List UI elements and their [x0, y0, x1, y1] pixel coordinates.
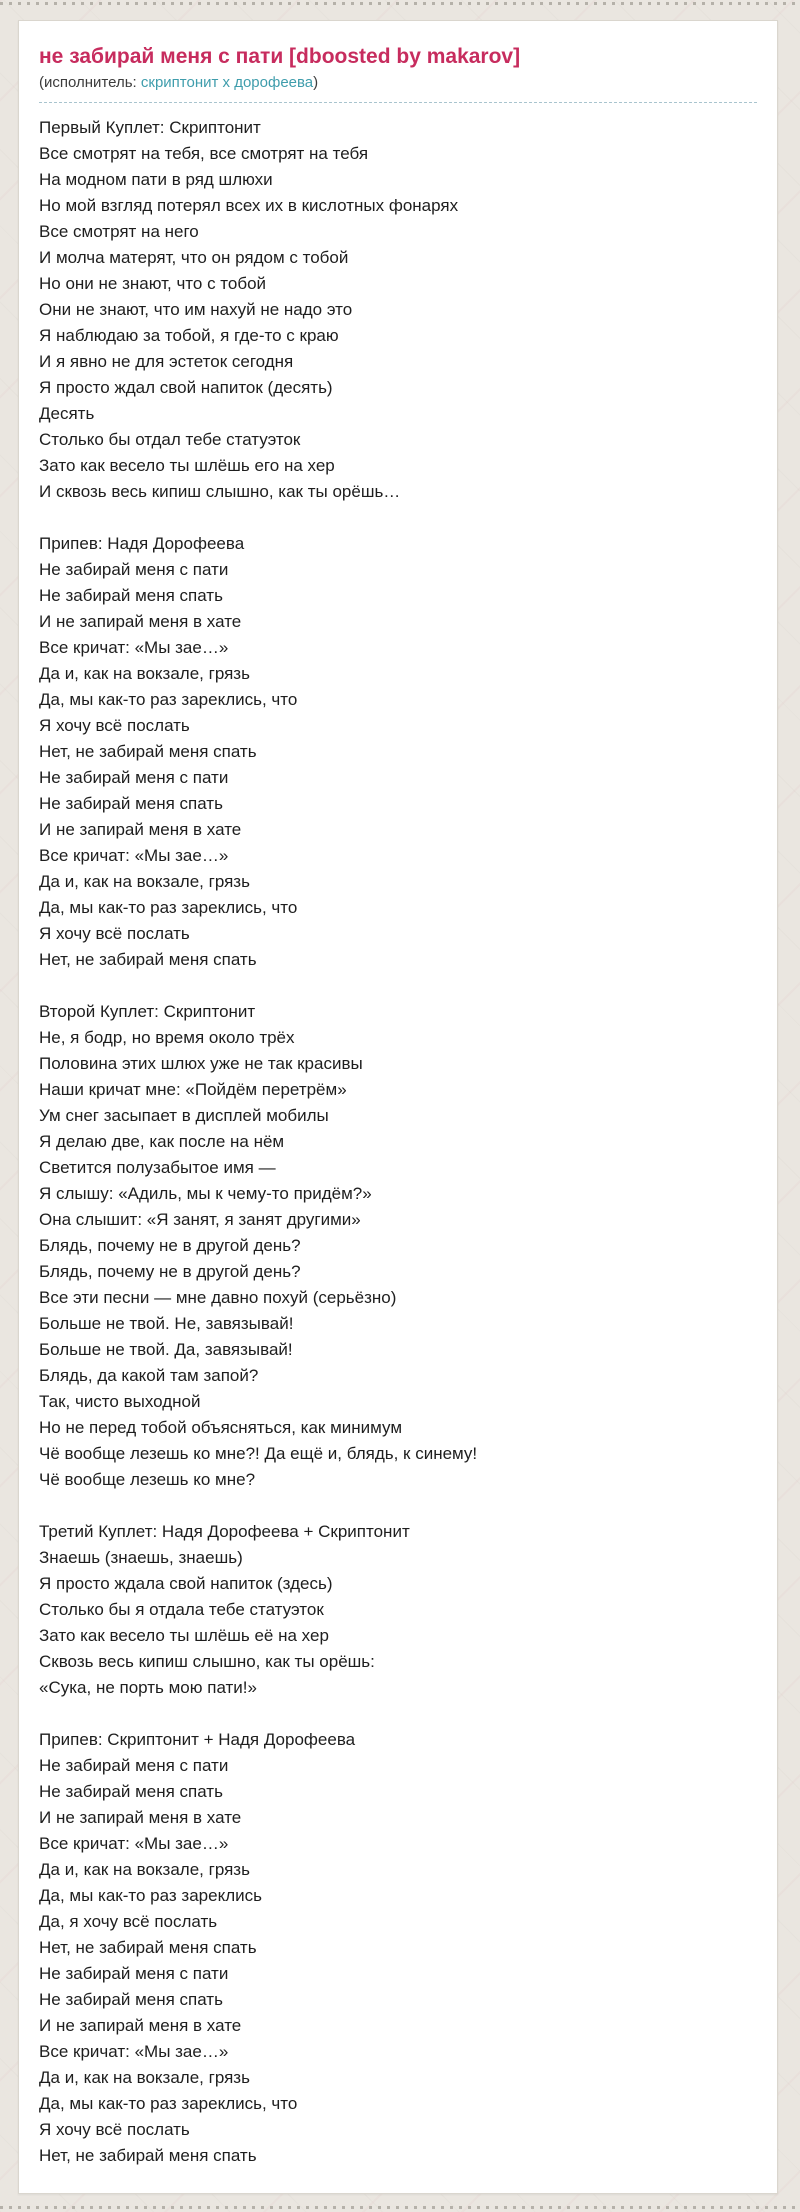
lyric-line: И не запирай меня в хате: [39, 2016, 242, 2035]
stanza: [39, 531, 757, 973]
lyric-line: Второй Куплет: Скриптонит: [39, 1002, 256, 1021]
lyric-line: Не забирай меня спать: [39, 794, 223, 813]
lyric-line: Больше не твой. Не, завязывай!: [39, 1314, 294, 1333]
lyric-line: Наши кричат мне: «Пойдём перетрём»: [39, 1080, 347, 1099]
lyric-line: Нет, не забирай меня спать: [39, 950, 257, 969]
lyric-line: Да и, как на вокзале, грязь: [39, 872, 250, 891]
lyric-line: Да, мы как-то раз зареклись, что: [39, 898, 298, 917]
stanza: [39, 1727, 757, 2169]
lyric-line: Припев: Скриптонит + Надя Дорофеева: [39, 1730, 356, 1749]
lyric-line: Все кричат: «Мы зае…»: [39, 846, 229, 865]
lyric-line: Не, я бодр, но время около трёх: [39, 1028, 295, 1047]
lyric-line: Знаешь (знаешь, знаешь): [39, 1548, 243, 1567]
lyric-line: Третий Куплет: Надя Дорофеева + Скриптонит: [39, 1522, 410, 1541]
lyric-line: Все кричат: «Мы зае…»: [39, 1834, 229, 1853]
lyric-line: «Сука, не порть мою пати!»: [39, 1678, 257, 1697]
lyric-line: Столько бы я отдала тебе статуэток: [39, 1600, 324, 1619]
lyric-line: Не забирай меня с пати: [39, 768, 229, 787]
lyric-line: Не забирай меня спать: [39, 1990, 223, 2009]
lyric-line: Чё вообще лезешь ко мне?! Да ещё и, блядь, к синему!: [39, 1444, 478, 1463]
lyric-line: И не запирай меня в хате: [39, 820, 242, 839]
lyric-line: Столько бы отдал тебе статуэток: [39, 430, 301, 449]
lyric-line: Первый Куплет: Скриптонит: [39, 118, 261, 137]
artist-link[interactable]: скриптонит х дорофеева: [140, 74, 314, 91]
lyric-line: Блядь, да какой там запой?: [39, 1366, 259, 1385]
lyric-line: Я хочу всё послать: [39, 2120, 190, 2139]
artist-label-close: ): [313, 74, 319, 91]
lyric-line: Нет, не забирай меня спать: [39, 742, 257, 761]
bottom-dotted-border: [0, 2206, 800, 2209]
lyric-line: Да, мы как-то раз зареклись, что: [39, 2094, 298, 2113]
lyric-line: Я делаю две, как после на нём: [39, 1132, 285, 1151]
lyric-line: Припев: Надя Дорофеева: [39, 534, 245, 553]
lyric-line: Она слышит: «Я занят, я занят другими»: [39, 1210, 361, 1229]
lyric-line: Да и, как на вокзале, грязь: [39, 2068, 250, 2087]
lyric-line: Но мой взгляд потерял всех их в кислотных фонарях: [39, 196, 459, 215]
lyric-line: Так, чисто выходной: [39, 1392, 201, 1411]
lyric-line: Нет, не забирай меня спать: [39, 2146, 257, 2165]
page-background: [0, 2, 800, 2209]
lyric-line: Да, мы как-то раз зареклись, что: [39, 690, 298, 709]
lyric-line: Чё вообще лезешь ко мне?: [39, 1470, 256, 1489]
lyric-line: Все кричат: «Мы зае…»: [39, 2042, 229, 2061]
lyric-line: Десять: [39, 404, 95, 423]
lyric-line: Зато как весело ты шлёшь его на хер: [39, 456, 335, 475]
lyric-line: И я явно не для эстеток сегодня: [39, 352, 294, 371]
lyric-line: Не забирай меня спать: [39, 1782, 223, 1801]
stanza: [39, 1519, 757, 1701]
lyric-line: И сквозь весь кипиш слышно, как ты орёшь…: [39, 482, 401, 501]
lyric-line: Не забирай меня с пати: [39, 1756, 229, 1775]
lyric-line: Все смотрят на него: [39, 222, 199, 241]
artist-line: [39, 74, 757, 103]
lyric-line: Но они не знают, что с тобой: [39, 274, 267, 293]
lyric-line: Они не знают, что им нахуй не надо это: [39, 300, 353, 319]
lyric-line: Я просто ждал свой напиток (десять): [39, 378, 333, 397]
lyrics-text: [39, 115, 757, 2169]
stanza: [39, 115, 757, 505]
lyric-line: Зато как весело ты шлёшь её на хер: [39, 1626, 329, 1645]
lyric-line: Не забирай меня спать: [39, 586, 223, 605]
lyric-line: Не забирай меня с пати: [39, 1964, 229, 1983]
lyric-line: И не запирай меня в хате: [39, 1808, 242, 1827]
lyric-line: Сквозь весь кипиш слышно, как ты орёшь:: [39, 1652, 375, 1671]
lyric-line: Я наблюдаю за тобой, я где-то с краю: [39, 326, 339, 345]
lyrics-card: [18, 20, 778, 2194]
artist-label: (исполнитель:: [39, 74, 141, 91]
lyric-line: Все эти песни — мне давно похуй (серьёзно): [39, 1288, 397, 1307]
lyric-line: Все смотрят на тебя, все смотрят на тебя: [39, 144, 369, 163]
lyric-line: Блядь, почему не в другой день?: [39, 1236, 301, 1255]
top-dotted-border: [0, 2, 800, 5]
lyric-line: Да, мы как-то раз зареклись: [39, 1886, 262, 1905]
stanza: [39, 999, 757, 1493]
lyric-line: Половина этих шлюх уже не так красивы: [39, 1054, 363, 1073]
song-title: не забирай меня с пати [dboosted by makarov]: [39, 45, 521, 68]
lyric-line: Все кричат: «Мы зае…»: [39, 638, 229, 657]
lyric-line: Ум снег засыпает в дисплей мобилы: [39, 1106, 329, 1125]
lyric-line: Блядь, почему не в другой день?: [39, 1262, 301, 1281]
lyric-line: Да, я хочу всё послать: [39, 1912, 218, 1931]
lyric-line: Светится полузабытое имя —: [39, 1158, 276, 1177]
lyric-line: Да и, как на вокзале, грязь: [39, 664, 250, 683]
lyric-line: Да и, как на вокзале, грязь: [39, 1860, 250, 1879]
lyric-line: Нет, не забирай меня спать: [39, 1938, 257, 1957]
lyric-line: И не запирай меня в хате: [39, 612, 242, 631]
lyric-line: Больше не твой. Да, завязывай!: [39, 1340, 293, 1359]
lyric-line: Не забирай меня с пати: [39, 560, 229, 579]
lyric-line: И молча матерят, что он рядом с тобой: [39, 248, 349, 267]
lyric-line: На модном пати в ряд шлюхи: [39, 170, 273, 189]
lyric-line: Я хочу всё послать: [39, 924, 190, 943]
lyric-line: Но не перед тобой объясняться, как минимум: [39, 1418, 403, 1437]
lyric-line: Я хочу всё послать: [39, 716, 190, 735]
lyric-line: Я слышу: «Адиль, мы к чему-то придём?»: [39, 1184, 372, 1203]
lyric-line: Я просто ждала свой напиток (здесь): [39, 1574, 333, 1593]
